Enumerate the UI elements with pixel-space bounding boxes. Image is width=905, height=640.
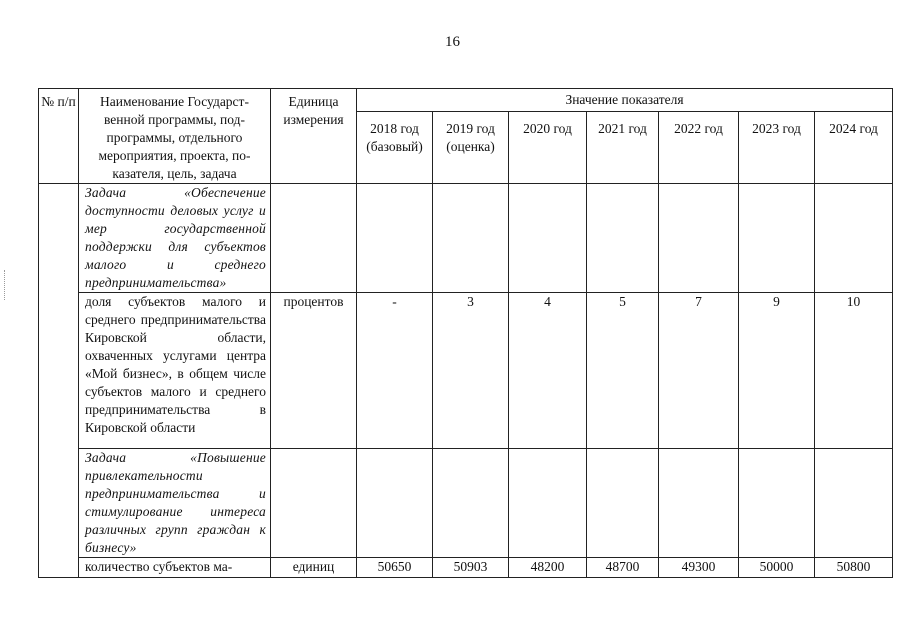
value-cell: 50903 xyxy=(433,558,509,578)
value-cell: 10 xyxy=(815,293,893,449)
value-cell: 49300 xyxy=(659,558,739,578)
table-row xyxy=(39,293,893,449)
header-unit: Единица измерения xyxy=(271,89,357,184)
value-cell: 50000 xyxy=(739,558,815,578)
scan-artifact xyxy=(4,270,9,300)
value-cell: 50650 xyxy=(357,558,433,578)
value-cell xyxy=(509,449,587,558)
task-name-cell: Задача «Обеспечение доступности деловых услуг и мер государственной поддержки для субъектов малого и среднего предпринимательства» xyxy=(79,184,271,293)
value-cell: - xyxy=(357,293,433,449)
value-cell xyxy=(659,184,739,293)
value-cell xyxy=(659,449,739,558)
header-year-2018: 2018 год (базовый) xyxy=(357,112,433,184)
header-year-2021: 2021 год xyxy=(587,112,659,184)
header-year-2020: 2020 год xyxy=(509,112,587,184)
value-cell xyxy=(739,449,815,558)
value-cell xyxy=(739,184,815,293)
unit-cell: процентов xyxy=(271,293,357,449)
value-cell: 48200 xyxy=(509,558,587,578)
unit-cell: единиц xyxy=(271,558,357,578)
header-name: Наименование Государст-венной программы, под-программы, отдельного мероприятия, проекта, по-казателя, цель, задача xyxy=(79,89,271,184)
unit-cell xyxy=(271,449,357,558)
table-row xyxy=(39,449,893,558)
value-cell xyxy=(587,184,659,293)
value-cell xyxy=(815,184,893,293)
value-cell: 9 xyxy=(739,293,815,449)
value-cell: 48700 xyxy=(587,558,659,578)
row-num-cell xyxy=(39,184,79,578)
header-year-2019: 2019 год (оценка) xyxy=(433,112,509,184)
table-row xyxy=(39,558,893,578)
unit-cell xyxy=(271,184,357,293)
value-cell xyxy=(357,449,433,558)
indicator-name-cell: доля субъектов малого и среднего предпринимательства Кировской области, охваченных услугами центра «Мой бизнес», в общем числе субъектов малого и среднего предпринимательства в Кировской области xyxy=(79,293,271,449)
header-year-2022: 2022 год xyxy=(659,112,739,184)
value-cell: 7 xyxy=(659,293,739,449)
value-cell xyxy=(509,184,587,293)
header-year-2023: 2023 год xyxy=(739,112,815,184)
value-cell xyxy=(433,449,509,558)
value-cell xyxy=(357,184,433,293)
table-row xyxy=(39,184,893,293)
value-cell xyxy=(815,449,893,558)
value-cell: 3 xyxy=(433,293,509,449)
value-cell: 4 xyxy=(509,293,587,449)
header-num: № п/п xyxy=(39,89,79,184)
header-year-2024: 2024 год xyxy=(815,112,893,184)
value-cell xyxy=(433,184,509,293)
indicator-name-cell: количество субъектов ма- xyxy=(79,558,271,578)
indicators-table xyxy=(38,88,893,578)
value-cell xyxy=(587,449,659,558)
page-number: 16 xyxy=(445,34,460,50)
task-name-cell: Задача «Повышение привлекательности предпринимательства и стимулирование интереса различных групп граждан к бизнесу» xyxy=(79,449,271,558)
value-cell: 50800 xyxy=(815,558,893,578)
header-value-group: Значение показателя xyxy=(357,89,893,112)
value-cell: 5 xyxy=(587,293,659,449)
